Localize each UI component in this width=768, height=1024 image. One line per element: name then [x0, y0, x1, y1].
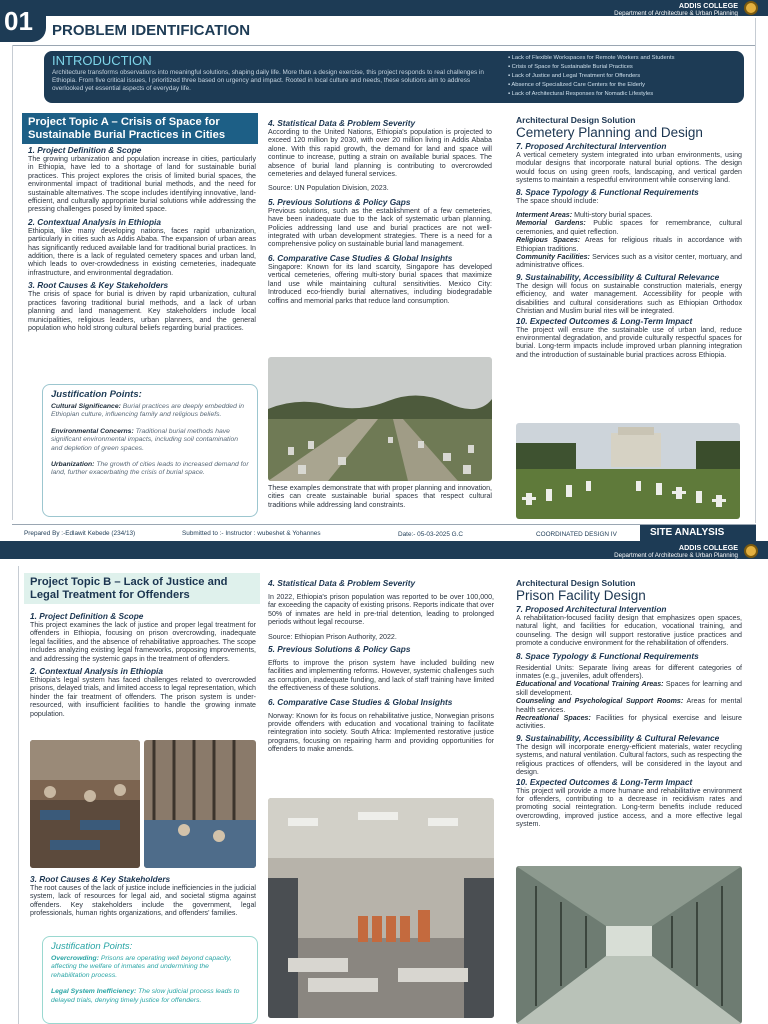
section-text: According to the United Nations, Ethiopia's population is projected to exceed 120 million by 2030, with over 20 million living in Addis Ababa alone. With this rapid growth, the demand for land and space will continue to increase, putting a strain on available burial spaces. The absence of burial land planning is contributing to overcrowded cemeteries and delayed funeral services.	[268, 128, 492, 179]
college-title: ADDIS COLLEGE	[678, 543, 738, 552]
department-name: Department of Architecture & Urban Planning	[614, 552, 738, 559]
cemetery-photo-image	[268, 357, 492, 481]
college-logo-icon	[744, 544, 758, 558]
page-heading: PROBLEM IDENTIFICATION	[52, 22, 251, 39]
prison-hall-photo	[268, 798, 494, 1018]
section-text: The space should include:	[516, 196, 599, 205]
topic-a-col3	[516, 115, 742, 359]
topic-b-title: Project Topic B – Lack of Justice and Legal Treatment for Offenders	[24, 573, 260, 604]
space-item: Educational and Vocational Training Areas: Spaces for learning and skill development.	[516, 680, 742, 697]
section-heading: 2. Contextual Analysis in Ethiopia	[30, 666, 163, 677]
topic-b-col2	[268, 578, 494, 754]
section-text: The design will incorporate energy-efficient materials, water recycling systems, and natural ventilation. Cultural factors, such as respecting the religious practices of offenders, will be considered in the layout and design.	[516, 742, 742, 777]
issue-list	[508, 54, 738, 99]
space-item: Counseling and Psychological Support Rooms: Areas for mental health services.	[516, 697, 742, 714]
issue-item: ▪ Lack of Justice and Legal Treatment for Offenders	[508, 73, 641, 79]
section-text: The crisis of space for burial is driven by rapid urbanization, cultural practices favoring traditional burial methods, and a lack of urban planning and land management. Key stakeholders include local municipalities, religious leaders, urban planners, and the general population who hold strong cultural beliefs regarding burial practices.	[28, 290, 256, 332]
topic-a-col2	[268, 118, 492, 305]
justification-point: Legal System Inefficiency: The slow judicial process leads to delayed trials, denying timely justice for offenders.	[51, 988, 240, 1004]
overcrowded-prison-photo-2	[144, 740, 256, 868]
section-text: In 2022, Ethiopia's prison population was reported to be over 100,000, far exceeding the capacity of existing prisons. Reports indicate that over 50% of inmates are held in pre-trial detention, leading to prolonged periods without legal recourse.	[268, 593, 494, 627]
department-name: Department of Architecture & Urban Planning	[614, 10, 738, 17]
space-item: Religious Spaces: Areas for religious rituals in accordance with Ethiopian traditions.	[516, 236, 742, 253]
space-item: Residential Units: Separate living areas for different categories of inmates (e.g., juveniles, adult offenders).	[516, 663, 742, 681]
section-text: Ethiopia, like many developing nations, faces rapid urbanization, particularly in cities such as Addis Ababa. The expansion of urban areas has significantly reduced available land for traditional burial practices. In addition, there is a lack of regulated cemetery spaces and urban land, which leads to over-crowdedness in existing cemeteries, inadequate infrastructure, and environmental degradation.	[28, 226, 256, 277]
intro-text: Architecture transforms observations into meaningful solutions, shaping daily life. More than a design exercise, this project responds to real challenges in Ethiopia. From five critical issues, I prioritized three based on urgency and impact. Rooted in local culture and needs, these solutions aim to address overlooked yet essential aspects of everyday life.	[52, 69, 484, 92]
section-heading: 8. Space Typology & Functional Requirements	[516, 186, 699, 197]
issue-item: ▪ Absence of Specialized Care Centers for the Elderly	[508, 82, 646, 88]
right-rule	[755, 18, 756, 523]
justification-point: Cultural Significance: Burial practices are deeply embedded in Ethiopian culture, influencing family and religious beliefs.	[51, 403, 245, 419]
college-name-top	[614, 2, 738, 17]
topic-a-title: Project Topic A – Crisis of Space for Sustainable Burial Practices in Cities	[22, 113, 258, 144]
issue-item: ▪ Lack of Architectural Responses for Nomadic Lifestyles	[508, 91, 654, 97]
footer-prepared: Prepared By :-Edlawit Kebede (234/13)	[24, 530, 136, 537]
section-text: This project examines the lack of justice and proper legal treatment for offenders in Ethiopia, focusing on prison overcrowding, inadequate legal facilities, and the absence of rehabilitative approaches. The scope includes analyzing existing legal frameworks, proposing improvements, and addressing the systemic gaps in the treatment of offenders.	[30, 621, 256, 663]
section-text: A rehabilitation-focused facility design that emphasizes open spaces, natural light, and facilities for education, vocational training, and counseling. The design will support restorative justice practices and promote a conducive environment for the rehabilitation of offenders.	[516, 614, 742, 648]
footer-course: COORDINATED DESIGN IV	[536, 531, 617, 538]
prison-photo-image	[30, 740, 140, 868]
section-heading: 9. Sustainability, Accessibility & Cultural Relevance	[516, 271, 720, 282]
section-heading: 4. Statistical Data & Problem Severity	[268, 578, 416, 588]
solution-title: Prison Facility Design	[516, 588, 646, 603]
section-heading: 3. Root Causes & Key Stakeholders	[28, 280, 169, 291]
justification-point: Urbanization: The growth of cities leads to increased demand for land, further exacerbating the crisis of burial space.	[51, 461, 249, 477]
justification-title: Justification Points:	[51, 941, 133, 952]
section-text: Efforts to improve the prison system have included building new facilities and implementing reforms. However, systemic challenges such as corruption, inadequate funding, and lack of staff training have limited the effectiveness of these solutions.	[268, 659, 494, 693]
divider	[12, 45, 756, 46]
issue-item: ▪ Crisis of Space for Sustainable Burial Practices	[508, 64, 633, 70]
section-text: The growing urbanization and population increase in cities, particularly in Ethiopia, have led to a shortage of land for sustainable burial practices. This project explores the crisis of limited burial spaces, the environmental impact of traditional burial methods, and the need for sustainable alternatives. The scope includes identifying innovative, land-efficient, and culturally appropriate burial solutions while addressing the pressing challenges posed by limited space.	[28, 155, 256, 214]
justification-title: Justification Points:	[51, 389, 142, 400]
war-cemetery-photo	[516, 423, 740, 519]
section-heading: 1. Project Definition & Scope	[28, 145, 142, 155]
section-text: Previous solutions, such as the establishment of a few cemeteries, have been inadequate due to the lack of systematic urban planning. Policies addressing land use and burial practices are not well-integrated with urban development strategies. There is a need for a comprehensive policy on sustainable burial land management.	[268, 206, 492, 249]
issue-item: ▪ Lack of Flexible Workspaces for Remote Workers and Students	[508, 55, 675, 61]
justification-point: Environmental Concerns: Traditional burial methods have significant environmental impacts, including soil contamination and depletion of green spaces.	[51, 427, 239, 452]
prison-corridor-photo	[516, 866, 742, 1024]
page-number: 01	[4, 6, 33, 36]
justification-box-a	[42, 384, 258, 517]
section-text: A vertical cemetery system integrated into urban environments, using modular designs that incorporate natural burial options. The design would focus on using green roofs, landscaping, and vertical garden systems to maintain a respectful environment while conserving land.	[516, 151, 742, 185]
prison-hall-photo-image	[268, 798, 494, 1018]
section-heading: 7. Proposed Architectural Intervention	[516, 141, 667, 151]
section-heading: 2. Contextual Analysis in Ethiopia	[28, 216, 161, 227]
section-heading: 5. Previous Solutions & Policy Gaps	[268, 196, 411, 207]
section-heading: 8. Space Typology & Functional Requirements	[516, 650, 699, 661]
section-heading: 1. Project Definition & Scope	[30, 611, 144, 621]
prison-corridor-photo-image	[516, 866, 742, 1024]
section-text: Singapore: Known for its land scarcity, Singapore has developed vertical cemeteries, offering multi-story burial spaces that maximize land use while maintaining cultural sensitivities. Mexico City: Introduced eco-friendly burial alternatives, including biodegradable coffins and memorial parks that reduce land consumption.	[268, 262, 492, 305]
section-heading: 3. Root Causes & Key Stakeholders	[30, 874, 171, 884]
solution-label: Architectural Design Solution	[516, 578, 636, 588]
college-name-bottom	[614, 544, 738, 559]
overcrowded-prison-photo-1	[30, 740, 140, 868]
space-item: Recreational Spaces: Facilities for physical exercise and leisure activities.	[516, 714, 742, 731]
space-item: Interment Areas: Multi-story burial spaces.	[516, 211, 653, 220]
section-heading: 5. Previous Solutions & Policy Gaps	[268, 644, 411, 655]
topic-b-col1-lower	[30, 874, 256, 918]
section-text: The root causes of the lack of justice include inefficiencies in the judicial system, lack of resources for legal aid, and societal stigma against offenders. Key stakeholders include the government, legal professionals, human rights organizations, and offenders' families.	[30, 884, 256, 918]
section-heading: 4. Statistical Data & Problem Severity	[268, 118, 416, 128]
section-text: Ethiopia's legal system has faced challenges related to overcrowded prisons, delayed trials, and limited access to legal representation, which hinder the fair treatment of offenders. The prison system is under-resourced, with insufficient facilities to handle the growing inmate population.	[30, 676, 256, 718]
source-text: Source: Ethiopian Prison Authority, 2022.	[268, 632, 397, 641]
section-heading: 9. Sustainability, Accessibility & Cultural Relevance	[516, 732, 720, 743]
case-study-summary: These examples demonstrate that with proper planning and innovation, cities can create sustainable burial spaces that respect cultural traditions while addressing land constraints.	[268, 484, 492, 509]
topic-b-col3	[516, 578, 742, 829]
section-heading: 6. Comparative Case Studies & Global Insights	[268, 696, 453, 707]
topic-b-col1	[30, 611, 256, 718]
space-item: Memorial Gardens: Public spaces for remembrance, cultural ceremonies, and quiet reflection.	[516, 219, 742, 236]
source-text: Source: UN Population Division, 2023.	[268, 184, 389, 193]
cemetery-photo	[268, 357, 492, 481]
intro-title: INTRODUCTION	[52, 53, 152, 68]
war-cemetery-photo-image	[516, 423, 740, 519]
section-text: This project will provide a more humane and rehabilitative environment for offenders, contributing to a decrease in recidivism rates and promoting social reintegration. Long-term benefits include reduced overcrowding, improved justice access, and a more effective legal system.	[516, 786, 742, 829]
footer-date: Date:- 05-03-2025 G.C	[398, 531, 464, 538]
space-item: Community Facilities: Services such as a visitor center, mortuary, and administrative offices.	[516, 253, 742, 270]
left-rule	[12, 45, 13, 520]
solution-label: Architectural Design Solution	[516, 115, 636, 125]
section-text: The design will focus on sustainable construction materials, energy efficiency, and water management. Accessibility for people with disabilities and cultural considerations such as Ethiopian Orthodox Christian and Muslim burial rites will be integrated.	[516, 281, 742, 316]
justification-box-b	[42, 936, 258, 1024]
section-heading: 6. Comparative Case Studies & Global Insights	[268, 252, 453, 263]
prison-photo-image	[144, 740, 256, 868]
section-heading: 7. Proposed Architectural Intervention	[516, 604, 667, 614]
topic-a-col1	[28, 145, 256, 332]
section-text: Norway: Known for its focus on rehabilitative justice, Norwegian prisons provide offenders with education and vocational training to facilitate reintegration into society. South Africa: Implemented restorative justice programs, focusing on repairing harm and providing opportunities for offenders to make amends.	[268, 711, 494, 754]
left-rule	[18, 566, 19, 1024]
site-analysis-label: SITE ANALYSIS	[650, 527, 725, 538]
college-logo-icon	[744, 1, 758, 15]
section-heading: 10. Expected Outcomes & Long-Term Impact	[516, 315, 693, 326]
justification-point: Overcrowding: Prisons are operating well beyond capacity, affecting the welfare of inmates and undermining the rehabilitation process.	[51, 955, 232, 979]
section-text: The project will ensure the sustainable use of urban land, reduce environmental degradation, and provide culturally respectful spaces for burial. Long-term impacts include improved urban planning integration and the introduction of sustainable burial practices across Ethiopia.	[516, 325, 742, 359]
footer-submitted: Submitted to :- Instructor : wubeshet & Yohannes	[182, 530, 321, 537]
college-title: ADDIS COLLEGE	[678, 1, 738, 10]
section-heading: 10. Expected Outcomes & Long-Term Impact	[516, 776, 693, 787]
solution-title: Cemetery Planning and Design	[516, 125, 703, 140]
